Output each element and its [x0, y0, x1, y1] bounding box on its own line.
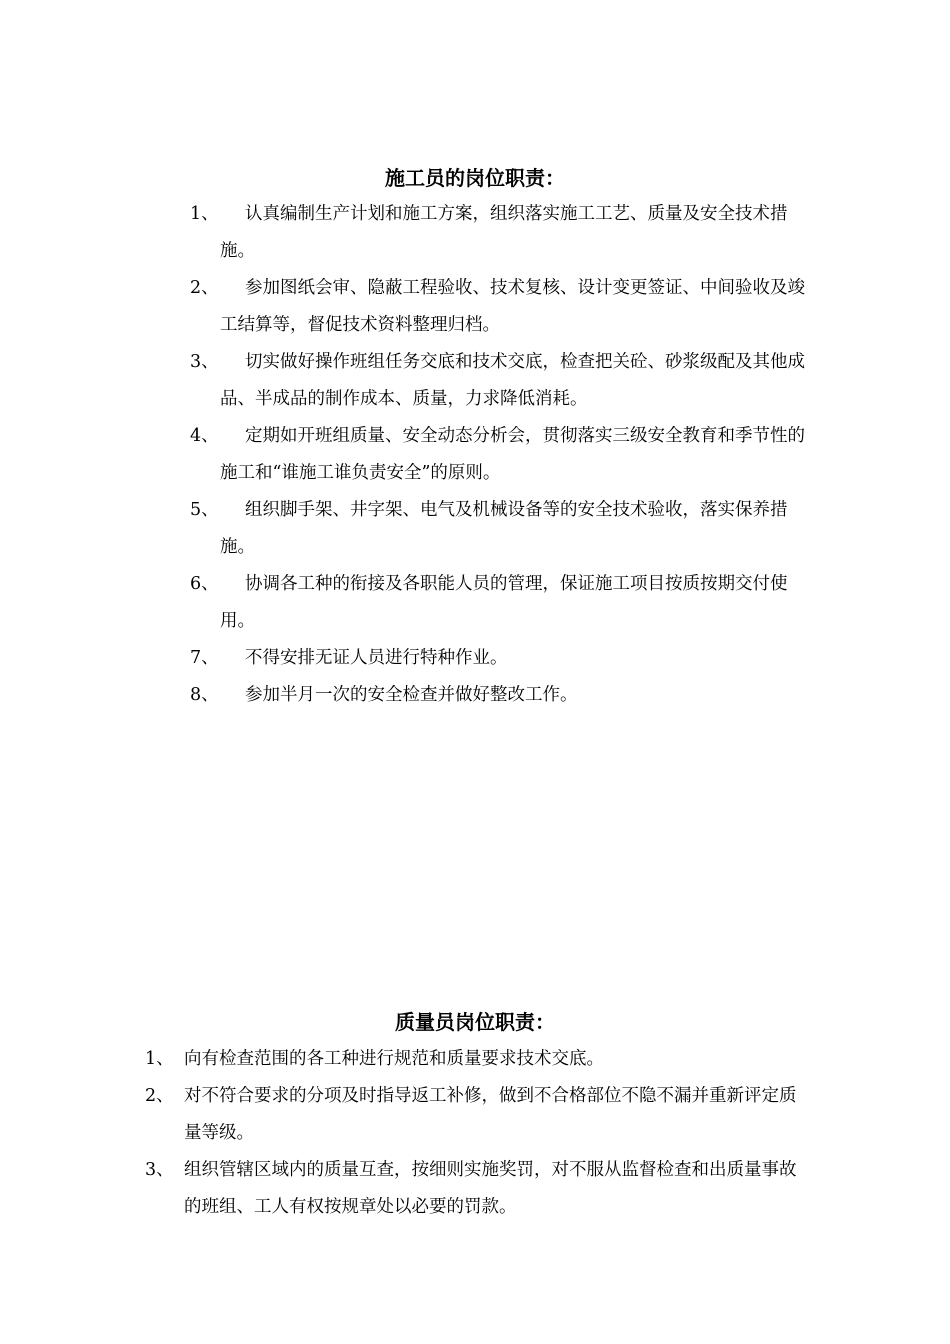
- list-item: [190, 270, 810, 344]
- item-text: 切实做好操作班组任务交底和技术交底，检查把关砼、砂浆级配及其他成品、半成品的制作成本、质量，力求降低消耗。: [220, 352, 805, 409]
- list-item: [190, 640, 810, 677]
- item-text: 向有检查范围的各工种进行规范和质量要求技术交底。: [184, 1049, 604, 1069]
- item-text: 对不符合要求的分项及时指导返工补修，做到不合格部位不隐不漏并重新评定质量等级。: [184, 1086, 797, 1143]
- item-text: 组织脚手架、井字架、电气及机械设备等的安全技术验收，落实保养措施。: [220, 500, 788, 557]
- item-number: 1、: [145, 1049, 174, 1069]
- item-number: 3、: [190, 352, 219, 372]
- item-text: 定期如开班组质量、安全动态分析会，贯彻落实三级安全教育和季节性的施工和“谁施工谁负责安全”的原则。: [220, 426, 805, 483]
- list-item: [145, 1078, 810, 1152]
- item-number: 3、: [145, 1160, 174, 1180]
- list-item: [190, 418, 810, 492]
- item-text: 组织管辖区域内的质量互查，按细则实施奖罚，对不服从监督检查和出质量事故的班组、工人有权按规章处以必要的罚款。: [184, 1160, 797, 1217]
- item-number: 4、: [190, 426, 219, 446]
- duty-list-quality-inspector: [145, 1041, 810, 1226]
- list-item: [190, 677, 810, 714]
- duty-list-construction-staff: [190, 196, 810, 714]
- list-item: [190, 492, 810, 566]
- section-title-construction-staff: 施工员的岗位职责：: [385, 166, 565, 190]
- item-text: 协调各工种的衔接及各职能人员的管理，保证施工项目按质按期交付使用。: [220, 574, 788, 631]
- item-number: 2、: [145, 1086, 174, 1106]
- list-item: [190, 344, 810, 418]
- list-item: [145, 1152, 810, 1226]
- item-text: 认真编制生产计划和施工方案，组织落实施工工艺、质量及安全技术措施。: [220, 204, 788, 261]
- list-item: [190, 196, 810, 270]
- list-item: [145, 1041, 810, 1078]
- item-number: 5、: [190, 500, 219, 520]
- section-title-quality-inspector: 质量员岗位职责：: [395, 1010, 555, 1034]
- item-number: 7、: [190, 648, 219, 668]
- item-text: 参加半月一次的安全检查并做好整改工作。: [245, 685, 578, 705]
- item-number: 1、: [190, 204, 219, 224]
- item-number: 6、: [190, 574, 219, 594]
- item-number: 2、: [190, 278, 219, 298]
- item-text: 参加图纸会审、隐蔽工程验收、技术复核、设计变更签证、中间验收及竣工结算等，督促技术资料整理归档。: [220, 278, 805, 335]
- list-item: [190, 566, 810, 640]
- item-number: 8、: [190, 685, 219, 705]
- item-text: 不得安排无证人员进行特种作业。: [245, 648, 508, 668]
